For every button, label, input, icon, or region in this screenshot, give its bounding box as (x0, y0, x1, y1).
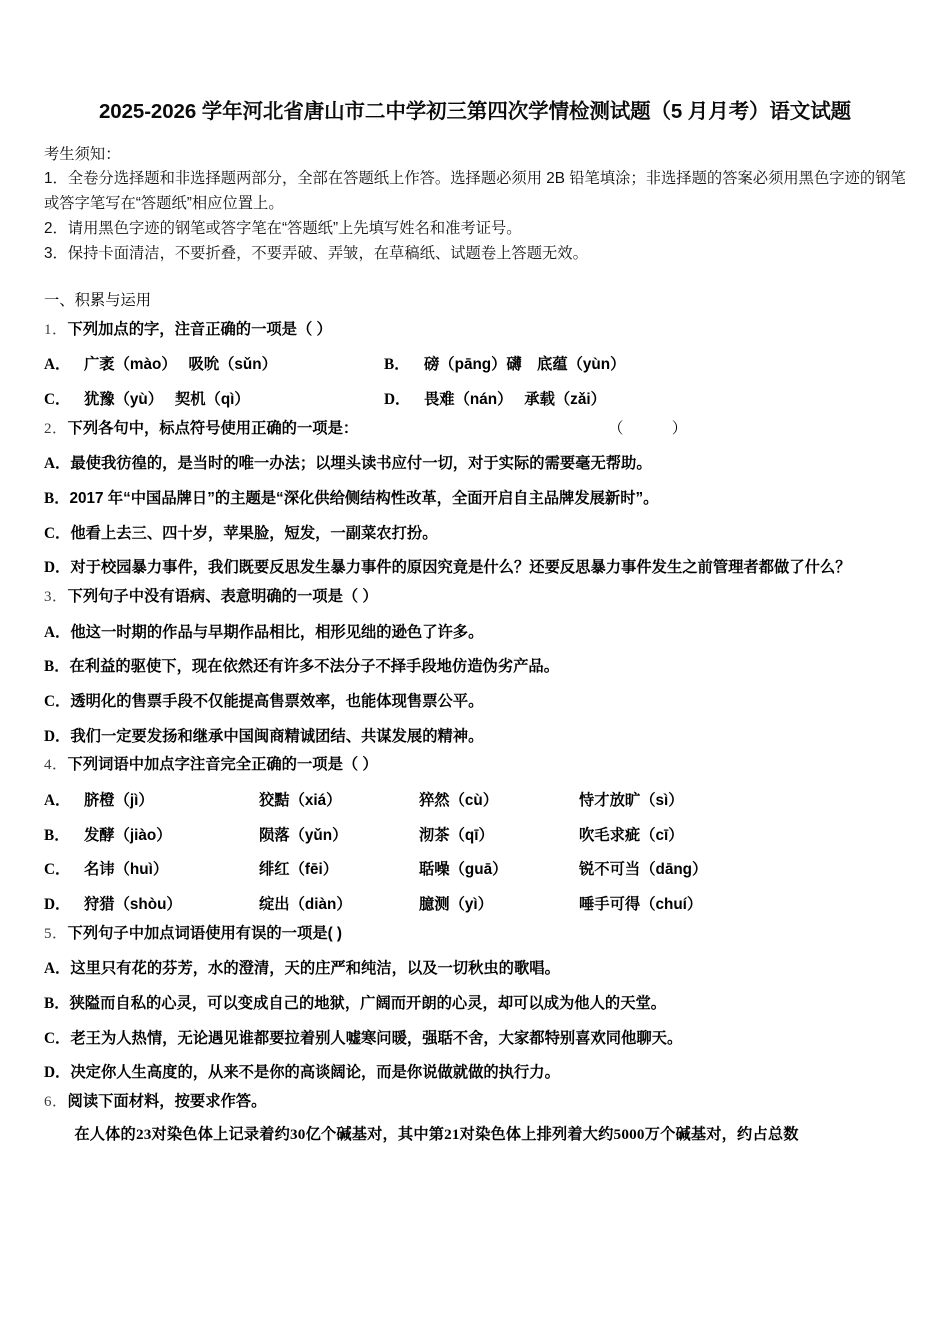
question-6-stem-text: 阅读下面材料，按要求作答。 (67, 1092, 267, 1110)
option-letter-d: D． (44, 559, 71, 577)
question-3-stem (44, 580, 906, 609)
option-letter-c[interactable]: C． (44, 391, 71, 409)
option-letter-a: A． (44, 623, 71, 641)
question-3-option-c[interactable] (44, 679, 906, 714)
question-2-stem (44, 412, 906, 441)
question-5-option-b[interactable] (44, 981, 906, 1016)
option-text-c[interactable]: 犹豫（yù） 契机（qì） (84, 391, 250, 409)
question-5-option-d[interactable] (44, 1050, 906, 1085)
option-c-word-1: 名讳（huì） (84, 861, 169, 879)
question-5-number: 5． (44, 925, 68, 942)
option-text-d: 我们一定要发扬和继承中国闽商精诚团结、共谋发展的精神。 (70, 727, 484, 745)
question-4-option-a[interactable] (44, 778, 906, 813)
option-d-word-1: 狩猎（shòu） (84, 896, 182, 913)
option-letter-b: B． (44, 994, 70, 1012)
question-5-stem (44, 917, 906, 946)
option-letter-c: C． (44, 524, 71, 542)
option-letter-b: B． (44, 658, 70, 676)
question-1-number: 1． (44, 321, 68, 338)
option-d-word-4: 唾手可得（chuí） (579, 896, 703, 913)
option-text-b: 狭隘而自私的心灵，可以变成自己的地狱，广阔而开朗的心灵，却可以成为他人的天堂。 (69, 994, 667, 1012)
option-d-word-3: 臆测（yì） (419, 896, 493, 913)
question-1-stem-text: 下列加点的字，注音正确的一项是（ ） (67, 320, 332, 338)
question-5-stem-text: 下列句子中加点词语使用有误的一项是( ) (67, 924, 343, 942)
question-5-option-c[interactable] (44, 1016, 906, 1051)
option-text-c: 透明化的售票手段不仅能提高售票效率，也能体现售票公平。 (70, 693, 484, 711)
option-letter-a: A． (44, 455, 71, 473)
question-4-stem (44, 748, 906, 777)
option-b-word-3: 沏茶（qī） (419, 826, 494, 844)
question-4-number: 4． (44, 757, 68, 774)
question-6-stem (44, 1085, 906, 1114)
option-c-word-4: 锐不可当（dāng） (579, 861, 708, 879)
question-2-option-d[interactable] (44, 545, 906, 580)
option-text-b[interactable]: 磅（pāng）礴 底蕴（yùn） (424, 356, 626, 374)
option-text-d[interactable]: 畏难（nán） 承载（zǎi） (424, 391, 606, 409)
question-4-option-b[interactable] (44, 813, 906, 848)
question-4-stem-text: 下列词语中加点字注音完全正确的一项是（ ） (67, 756, 378, 774)
option-text-d: 决定你人生高度的，从来不是你的高谈阔论，而是你说做就做的执行力。 (70, 1064, 560, 1082)
question-2-option-b[interactable] (44, 476, 906, 511)
option-c-word-2: 绯红（fēi） (259, 861, 339, 879)
notice-item-2: 2．请用黑色字迹的钢笔或答字笔在“答题纸”上先填写姓名和准考证号。 (44, 219, 522, 237)
option-text-b: 在利益的驱使下，现在依然还有许多不法分子不择手段地仿造伪劣产品。 (69, 658, 560, 676)
question-2-stem-text: 下列各句中，标点符号使用正确的一项是： (67, 419, 359, 437)
candidate-notice-block (44, 143, 906, 267)
option-letter-c: C． (44, 693, 71, 711)
notice-item-1: 1．全卷分选择题和非选择题两部分，全部在答题纸上作答。选择题必须用 2B 铅笔填涂；非选择题的答案必须用黑色字迹的钢笔或答字笔写在“答题纸”相应位置上。 (44, 170, 906, 213)
option-letter-d[interactable]: D． (384, 391, 411, 409)
option-text-a[interactable]: 广袤（mào） 吸吮（sǔn） (84, 356, 277, 374)
option-letter-d: D． (44, 727, 71, 745)
option-letter-b: B． (44, 826, 70, 844)
question-6-number: 6． (44, 1093, 68, 1110)
option-letter-a: A． (44, 791, 71, 809)
question-1-options (44, 342, 906, 377)
option-text-a: 他这一时期的作品与早期作品相比，相形见绌的逊色了许多。 (70, 623, 484, 641)
option-text-c: 老王为人热情，无论遇见谁都要拉着别人嘘寒问暖，强聒不舍，大家都特别喜欢同他聊天。 (70, 1029, 683, 1047)
question-3-option-a[interactable] (44, 610, 906, 645)
notice-item-3: 3．保持卡面清洁，不要折叠，不要弄破、弄皱，在草稿纸、试题卷上答题无效。 (44, 244, 588, 262)
option-text-b: 2017 年“中国品牌日”的主题是“深化供给侧结构性改革，全面开启自主品牌发展新时”。 (69, 490, 659, 508)
page-title: 2025-2026 学年河北省唐山市二中学初三第四次学情检测试题（5 月月考）语文试题 (98, 100, 852, 123)
notice-heading: 考生须知： (44, 145, 121, 163)
option-letter-c: C． (44, 1029, 71, 1047)
option-letter-d: D． (44, 1064, 71, 1082)
option-letter-b: B． (44, 490, 70, 508)
option-letter-a: A． (44, 960, 71, 978)
question-4-option-c[interactable] (44, 847, 906, 882)
question-3-option-d[interactable] (44, 714, 906, 749)
option-letter-d: D． (44, 896, 71, 913)
option-text-a: 这里只有花的芬芳，水的澄清，天的庄严和纯洁，以及一切秋虫的歌唱。 (70, 960, 560, 978)
option-a-word-2: 狡黠（xiá） (259, 791, 342, 809)
option-b-word-4: 吹毛求疵（cī） (579, 826, 684, 844)
option-text-d: 对于校园暴力事件，我们既要反思发生暴力事件的原因究竟是什么？还要反思暴力事件发生之前管理者都做了什么？ (70, 559, 851, 577)
question-2-option-a[interactable] (44, 441, 906, 476)
option-text-c: 他看上去三、四十岁，苹果脸，短发，一副菜农打扮。 (70, 524, 438, 542)
option-b-word-2: 陨落（yǔn） (259, 826, 348, 844)
question-3-stem-text: 下列句子中没有语病、表意明确的一项是（ ） (67, 588, 378, 606)
option-letter-a[interactable]: A． (44, 356, 71, 374)
option-letter-c: C． (44, 861, 71, 879)
question-2-option-c[interactable] (44, 511, 906, 546)
option-d-word-2: 绽出（diàn） (259, 896, 352, 913)
question-2-answer-paren[interactable]: （ ） (608, 419, 710, 437)
question-3-number: 3． (44, 589, 68, 606)
option-a-word-3: 猝然（cù） (419, 791, 499, 809)
section-heading-1: 一、积累与运用 (44, 291, 152, 309)
question-4-option-d[interactable] (44, 882, 906, 917)
option-a-word-4: 恃才放旷（sì） (579, 791, 684, 809)
option-text-a: 最使我彷徨的，是当时的唯一办法；以埋头读书应付一切，对于实际的需要毫无帮助。 (70, 455, 652, 473)
option-c-word-3: 聒噪（guā） (419, 861, 508, 879)
question-2-number: 2． (44, 420, 68, 437)
question-5-option-a[interactable] (44, 946, 906, 981)
question-6-material-paragraph: 在人体的23对染色体上记录着约30亿个碱基对，其中第21对染色体上排列着大约5000万个碱基对，约占总数 (74, 1126, 799, 1144)
question-1-stem (44, 313, 906, 342)
option-letter-b[interactable]: B． (384, 356, 410, 374)
question-1-options-2 (44, 377, 906, 412)
option-a-word-1: 脐橙（jì） (84, 791, 154, 809)
question-3-option-b[interactable] (44, 644, 906, 679)
option-b-word-1: 发酵（jiào） (84, 826, 172, 844)
